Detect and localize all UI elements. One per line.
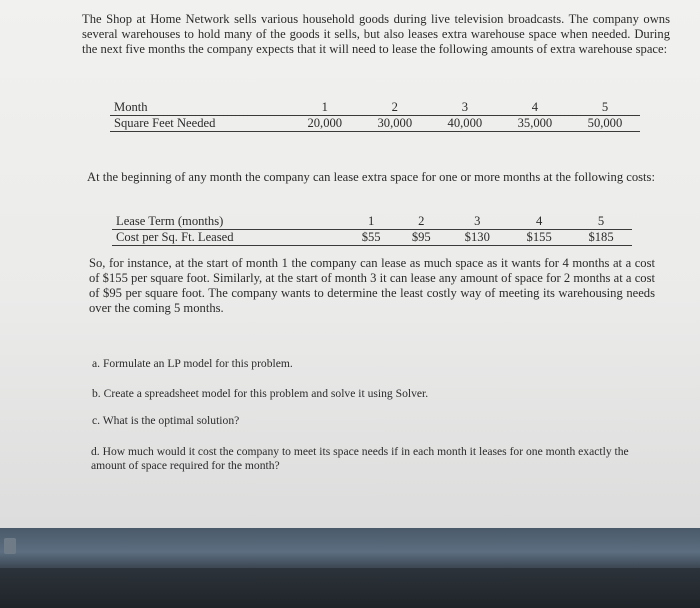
cost-table-row-label: Cost per Sq. Ft. Leased [112,230,346,246]
cost-table-value-row [112,230,632,246]
question-a: a. Formulate an LP model for this problem. [92,357,293,370]
space-value-1: 20,000 [290,116,360,132]
intro-paragraph: The Shop at Home Network sells various household goods during live television broadcasts. The company owns several warehouses to hold many of the goods it sells, but also leases extra warehouse space when needed. During the next five months the company expects that it will need to lease the following amounts of extra warehouse space: [82,12,670,56]
space-table-header-row [110,100,640,116]
example-paragraph: So, for instance, at the start of month 1 the company can lease as much space as it wants for 4 months at a cost of $155 per square foot. Similarly, at the start of month 3 it can lease any amount of space for 2 months at a cost of $95 per square foot. The company wants to determine the least costly way of meeting its warehousing needs over the coming 5 months. [89,256,655,315]
month-1: 1 [290,100,360,116]
cost-value-5: $185 [570,230,632,246]
month-3: 3 [430,100,500,116]
term-5: 5 [570,214,632,230]
term-4: 4 [508,214,570,230]
desk-background [0,568,700,608]
lease-intro-paragraph: At the beginning of any month the company can lease extra space for one or more months at the following costs: [87,170,655,184]
cost-value-2: $95 [396,230,446,246]
monitor-bezel [0,528,700,568]
month-4: 4 [500,100,570,116]
month-2: 2 [360,100,430,116]
question-c: c. What is the optimal solution? [92,414,240,427]
space-value-5: 50,000 [570,116,640,132]
space-table-value-row [110,116,640,132]
month-5: 5 [570,100,640,116]
question-d: d. How much would it cost the company to meet its space needs if in each month it leases for one month exactly the amount of space required for the month? [91,445,629,472]
space-value-2: 30,000 [360,116,430,132]
cost-value-4: $155 [508,230,570,246]
term-1: 1 [346,214,396,230]
space-value-3: 40,000 [430,116,500,132]
term-2: 2 [396,214,446,230]
space-value-4: 35,000 [500,116,570,132]
cost-table-header-row [112,214,632,230]
taskbar-app-icon [4,538,16,554]
term-3: 3 [446,214,508,230]
cost-table-header-label: Lease Term (months) [112,214,346,230]
question-b: b. Create a spreadsheet model for this problem and solve it using Solver. [92,387,429,400]
cost-value-1: $55 [346,230,396,246]
space-table-row-label: Square Feet Needed [110,116,290,132]
space-table-header-label: Month [110,100,290,116]
space-needs-table [110,100,640,132]
cost-value-3: $130 [446,230,508,246]
lease-cost-table [112,214,632,246]
